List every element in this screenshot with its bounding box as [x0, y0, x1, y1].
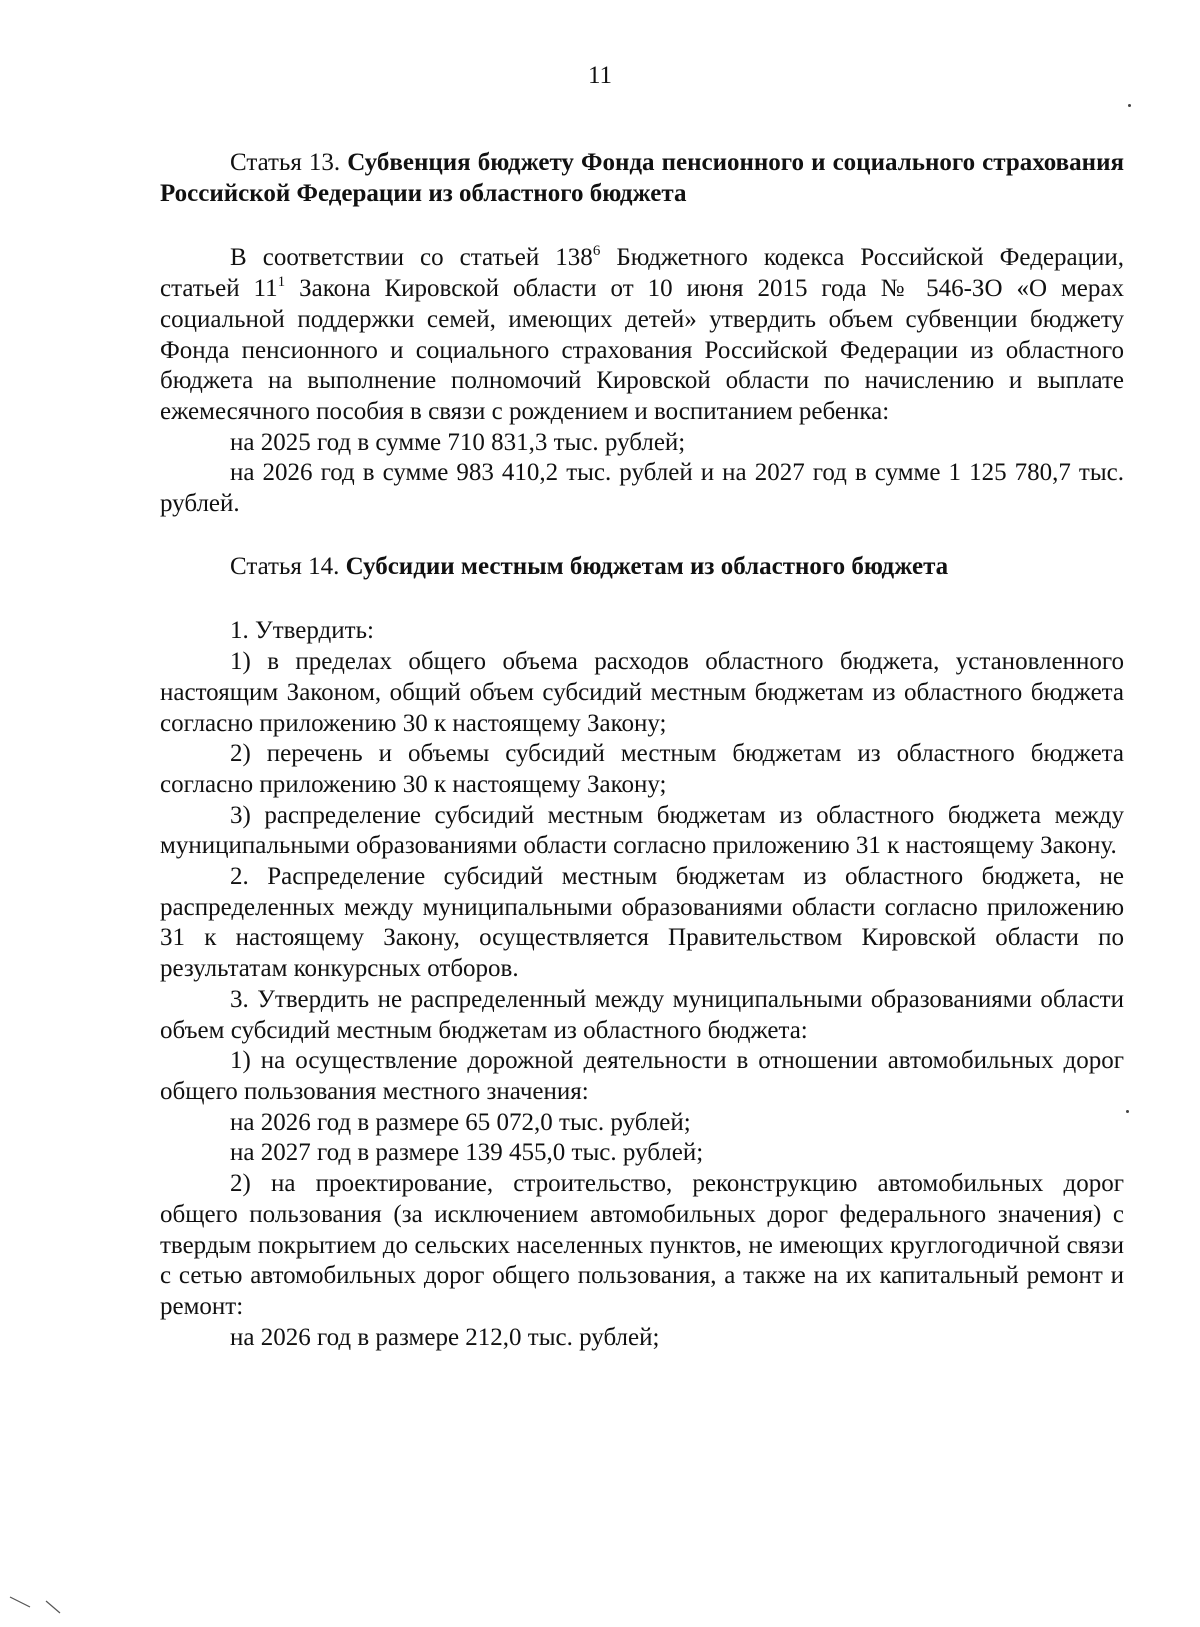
article-13-body: В соответствии со статьей $138^6$ Бюджетного кодекса Российской Федерации, статьей $11^1$ Закона Кировской области от 10 июня 2015 года № 546-ЗО «О мерах социальной поддержки семей, имеющих детей» утвердить объем субвенции бюджету Фонда пенсионного и социального страхования Российской Федерации из областного бюджета на выполнение полномочий Кировской области по начислению и выплате ежемесячного пособия в связи с рождением и воспитанием ребенка: — [160, 243, 1124, 425]
article-14-item-3-1: 1) на осуществление дорожной деятельности в отношении автомобильных дорог общего пользования местного значения: — [160, 1047, 1124, 1105]
article-13-heading — [160, 148, 1124, 209]
scan-speck — [1126, 1110, 1129, 1113]
article-14-title: Субсидии местным бюджетам из областного бюджета — [345, 552, 949, 580]
scan-speck — [1128, 104, 1131, 107]
scan-corner-mark — [8, 1595, 68, 1615]
article-14-item-3-1-2027: на 2027 год в размере 139 455,0 тыс. рублей; — [230, 1139, 704, 1167]
article-14-item-3-2: 2) на проектирование, строительство, реконструкцию автомобильных дорог общего пользования (за исключением автомобильных дорог федерального значения) с твердым покрытием до сельских населенных пунктов, не имеющих круглогодичной связи с сетью автомобильных дорог общего пользования, а также на их капитальный ремонт и ремонт: — [160, 1170, 1124, 1320]
article-14-item-1: 1. Утвердить: — [230, 617, 374, 645]
article-14-heading — [160, 552, 1124, 583]
article-14-item-1-3: 3) распределение субсидий местным бюджетам из областного бюджета между муниципальными образованиями области согласно приложению 31 к настоящему Закону. — [160, 801, 1124, 860]
article-13-title: Субвенция бюджету Фонда пенсионного и социального страхования Российской Федерации из областного бюджета — [160, 149, 1124, 207]
article-14-item-2: 2. Распределение субсидий местным бюджетам из областного бюджета, не распределенных между муниципальными образованиями области согласно приложению 31 к настоящему Закону, осуществляется Правительством Кировской области по результатам конкурсных отборов. — [160, 863, 1124, 983]
article-13-prefix: Статья 13. — [230, 149, 341, 176]
article-13-amount-2025: на 2025 год в сумме 710 831,3 тыс. рублей; — [230, 428, 686, 456]
article-14-item-3-1-2026: на 2026 год в размере 65 072,0 тыс. рублей; — [230, 1108, 691, 1136]
superscript-1: 1 — [277, 274, 286, 291]
article-14-item-1-1: 1) в пределах общего объема расходов областного бюджета, установленного настоящим Законом, общий объем субсидий местным бюджетам из областного бюджета согласно приложению 30 к настоящему Закону; — [160, 648, 1124, 737]
article-14-item-3: 3. Утвердить не распределенный между муниципальными образованиями области объем субсидий местным бюджетам из областного бюджета: — [160, 985, 1124, 1044]
article-14-prefix: Статья 14. — [230, 552, 340, 580]
page-number: 11 — [587, 62, 613, 89]
article-14-item-3-2-2026: на 2026 год в размере 212,0 тыс. рублей; — [230, 1323, 660, 1351]
article-13-amount-2026-2027: на 2026 год в сумме 983 410,2 тыс. рублей и на 2027 год в сумме 1 125 780,7 тыс. рублей. — [160, 459, 1124, 518]
document-body — [160, 148, 1124, 1353]
article-14-item-1-2: 2) перечень и объемы субсидий местным бюджетам из областного бюджета согласно приложению 30 к настоящему Закону; — [160, 740, 1124, 798]
superscript-6: 6 — [592, 243, 601, 260]
